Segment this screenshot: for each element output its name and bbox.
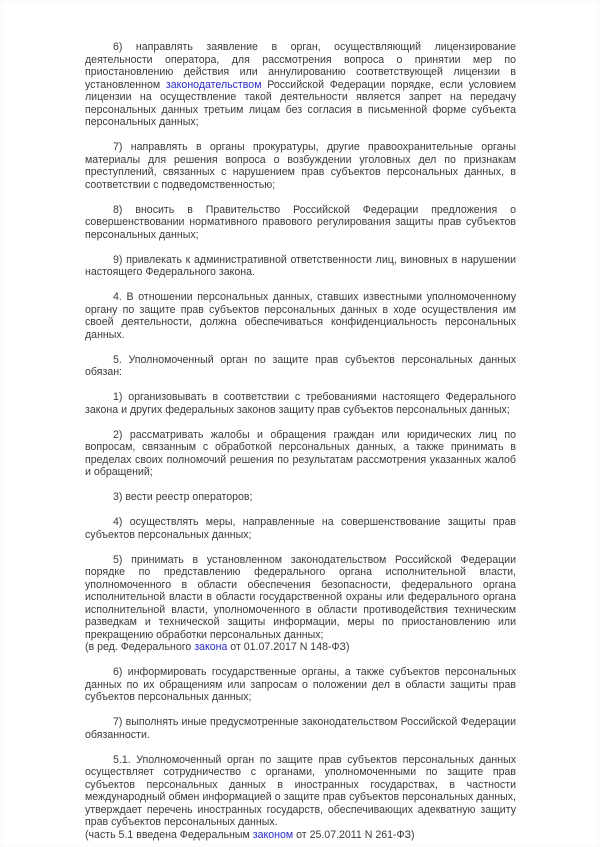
law-paragraph xyxy=(85,254,516,279)
amendment-note xyxy=(85,641,516,654)
paragraph-text: от 25.07.2011 N 261-ФЗ) xyxy=(293,828,415,841)
law-paragraph xyxy=(85,554,516,642)
paragraph-text: 6) информировать государственные органы, а также субъектов персональных данных по их обращениям или запросам о положении дел в области защиты прав субъектов персональных данных; xyxy=(85,666,516,703)
paragraph-text: 8) вносить в Правительство Российской Федерации предложения о совершенствовании нормативного правового регулирования защиты прав субъектов персональных данных; xyxy=(85,203,516,241)
law-paragraph xyxy=(85,354,516,379)
law-paragraph xyxy=(85,291,516,341)
paragraph-text: 5) принимать в установленном законодательством Российской Федерации порядке по представлению федерального органа исполнительной власти, уполномоченного в области обеспечения безопасности, федерального органа исполнительной власти в области государственной охраны или федерального органа исполнительной власти, уполномоченного в области противодействия техническим разведкам и технической защиты информации, меры по приостановлению или прекращению обработки персональных данных; xyxy=(85,553,516,641)
law-paragraph xyxy=(85,391,516,416)
paragraph-text: 5.1. Уполномоченный орган по защите прав субъектов персональных данных осуществляет сотрудничество с органами, уполномоченными по защите прав субъектов персональных данных в иностранных государствах, в частности международный обмен информацией о защите прав субъектов персональных данных, утверждает перечень иностранных государств, обеспечивающих адекватную защиту прав субъектов персональных данных. xyxy=(85,753,516,828)
law-paragraph xyxy=(85,204,516,242)
law-paragraph xyxy=(85,491,516,504)
paragraph-text: 7) выполнять иные предусмотренные законодательством Российской Федерации обязанности. xyxy=(85,716,516,741)
paragraph-text: 6) направлять заявление в орган, осуществляющий лицензирование деятельности оператора, для рассмотрения вопроса о принятии мер по приостановлению действия или аннулированию соответствующей лицензии в установленном xyxy=(85,41,516,91)
paragraph-text: 9) привлекать к административной ответственности лиц, виновных в нарушении настоящего Федерального закона. xyxy=(85,253,516,278)
paragraph-text: 4) осуществлять меры, направленные на совершенствование защиты прав субъектов персональных данных; xyxy=(85,516,516,541)
law-reference-link[interactable]: закона xyxy=(194,641,228,653)
paragraph-text: 1) организовывать в соответствии с требованиями настоящего Федерального закона и других федеральных законов защиту прав субъектов персональных данных; xyxy=(85,391,516,416)
law-paragraph xyxy=(85,141,516,191)
law-paragraph xyxy=(85,41,516,129)
law-paragraph xyxy=(85,754,516,829)
law-paragraph xyxy=(85,666,516,704)
paragraph-text: от 01.07.2017 N 148-ФЗ) xyxy=(227,641,350,653)
law-reference-link[interactable]: законодательством xyxy=(165,78,262,91)
law-paragraph xyxy=(85,716,516,741)
law-reference-link[interactable]: законом xyxy=(252,828,294,841)
law-paragraph xyxy=(85,429,516,479)
paragraph-text: 4. В отношении персональных данных, ставших известными уполномоченному органу по защите прав субъектов персональных данных в ходе осуществления им своей деятельности, должна обеспечиваться конфиденциальность персональных данных. xyxy=(85,291,516,341)
paragraph-text: 3) вести реестр операторов; xyxy=(113,491,253,503)
paragraph-text: Российской Федерации порядке, если условием лицензии на осуществление такой деятельности является запрет на передачу персональных данных третьим лицам без согласия в письменной форме субъекта персональных данных; xyxy=(85,78,516,128)
document-body xyxy=(85,41,516,841)
paragraph-text: (в ред. Федерального xyxy=(85,641,195,653)
paragraph-text: (часть 5.1 введена Федеральным xyxy=(85,828,253,841)
paragraph-text: 5. Уполномоченный орган по защите прав субъектов персональных данных обязан: xyxy=(85,353,516,378)
paragraph-text: 2) рассматривать жалобы и обращения граждан или юридических лиц по вопросам, связанным с обработкой персональных данных, а также принимать в пределах своих полномочий решения по результатам рассмотрения указанных жалоб и обращений; xyxy=(85,428,516,478)
amendment-note xyxy=(85,829,516,842)
law-paragraph xyxy=(85,516,516,541)
paragraph-text: 7) направлять в органы прокуратуры, другие правоохранительные органы материалы для решения вопроса о возбуждении уголовных дел по признакам преступлений, связанных с нарушением прав субъектов персональных данных, в соответствии с подведомственностью; xyxy=(85,141,516,191)
